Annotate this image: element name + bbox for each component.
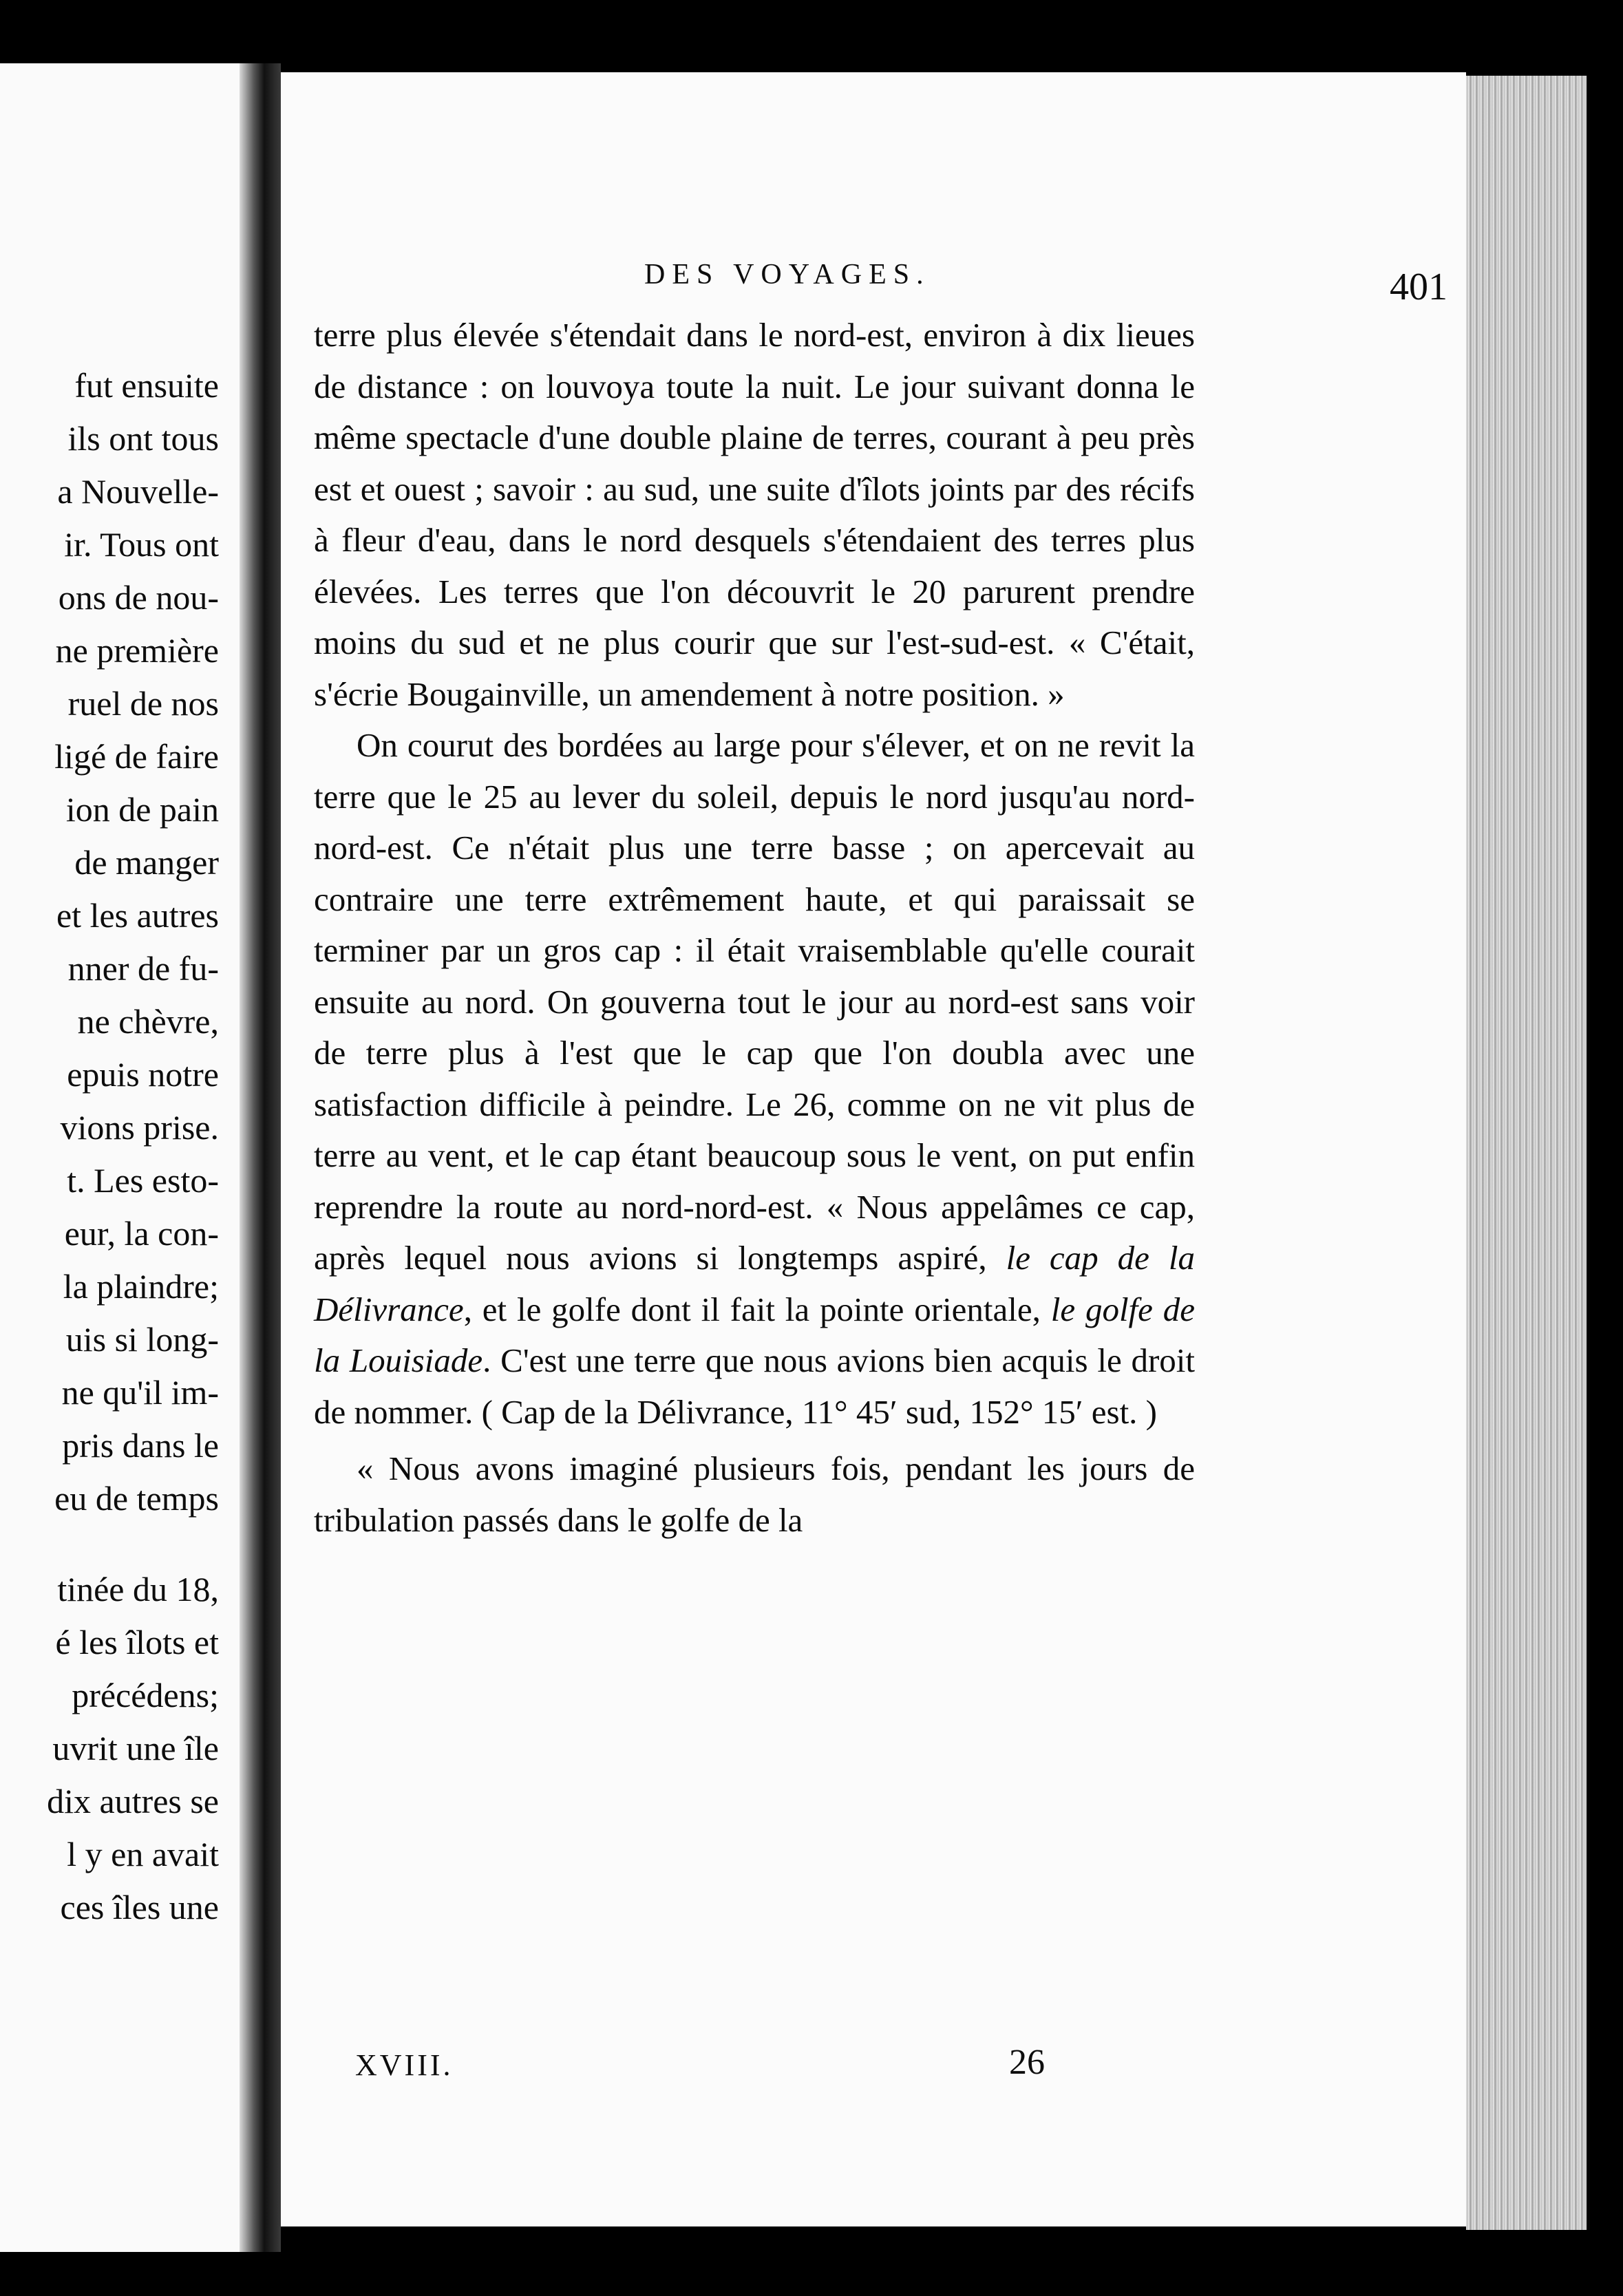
previous-page-line: eu de temps (54, 1479, 219, 1518)
previous-page-line: t. Les esto- (67, 1161, 219, 1200)
previous-page-line: ils ont tous (67, 419, 219, 458)
previous-page-line: ne qu'il im- (61, 1373, 219, 1412)
previous-page-line: la plaindre; (63, 1267, 219, 1306)
signature-mark: XVIII. (355, 2048, 454, 2082)
previous-page-line: précédens; (72, 1676, 219, 1714)
previous-page-text (0, 359, 219, 1934)
book-page-edges (1466, 76, 1587, 2230)
paragraph-2-text-b: , et le golfe dont il fait la pointe orientale, (463, 1290, 1051, 1328)
previous-page-line: ligé de faire (54, 737, 219, 776)
previous-page-line: vions prise. (60, 1108, 219, 1147)
previous-page-line: ne première (55, 631, 219, 670)
previous-page-line: ces îles une (60, 1888, 219, 1926)
previous-page (0, 63, 240, 2252)
previous-page-line: é les îlots et (55, 1623, 219, 1661)
gulf-name-italic: le golfe de la Louisiade (314, 1290, 1195, 1379)
previous-page-line: ion de pain (65, 790, 219, 829)
book-gutter (240, 63, 281, 2252)
cape-name-italic: le cap de la Délivrance (314, 1239, 1195, 1328)
previous-page-line: ons de nou- (58, 578, 219, 617)
paragraph-3: « Nous avons imaginé plusieurs fois, pendant les jours de tribulation passés dans le golfe de la (314, 1449, 1195, 1539)
previous-page-line: ir. Tous ont (64, 525, 219, 564)
previous-page-line: fut ensuite (74, 366, 219, 405)
previous-page-line: pris dans le (62, 1426, 219, 1465)
previous-page-line: et les autres (56, 896, 219, 935)
current-page (281, 72, 1466, 2226)
page-footer (314, 2043, 1209, 2096)
running-title: DES VOYAGES. (644, 259, 931, 290)
previous-page-line: nner de fu- (67, 949, 219, 988)
sheet-number: 26 (1009, 2043, 1045, 2082)
previous-page-line: tinée du 18, (57, 1570, 219, 1608)
previous-page-line: uis si long- (65, 1320, 219, 1359)
paragraph-2 (314, 720, 1195, 1438)
previous-page-line: de manger (74, 843, 219, 882)
page-number: 401 (1390, 266, 1447, 308)
previous-page-line: a Nouvelle- (57, 472, 219, 511)
previous-page-line: ruel de nos (67, 684, 219, 723)
paragraph-2-text-c: . C'est une terre que nous avions bien acquis le droit de nommer. ( Cap de la Délivrance, 11° 45′ sud, 152° 15′ est. ) (314, 1341, 1195, 1431)
paragraph-2-text-a: On courut des bordées au large pour s'élever, et on ne revit la terre que le 25 au lever du soleil, depuis le nord jusqu'au nord-nord-est. Ce n'était plus une terre basse ; on apercevait au contraire une terre extrêmement haute, et qui paraissait se terminer par un gros cap : il était vraisemblable qu'elle courait ensuite au nord. On gouverna tout le jour au nord-est sans voir de terre plus à l'est que le cap que l'on doubla avec une satisfaction difficile à peindre. Le 26, comme on ne vit plus de terre au vent, et le cap étant beaucoup sous le vent, on put enfin reprendre la route au nord-nord-est. « Nous appelâmes ce cap, après lequel nous avions si longtemps aspiré, (314, 726, 1195, 1277)
previous-page-line: l y en avait (67, 1835, 219, 1873)
previous-page-line: epuis notre (67, 1055, 219, 1094)
previous-page-line: dix autres se (47, 1782, 219, 1820)
previous-page-line: uvrit une île (52, 1729, 219, 1767)
paragraph-1: terre plus élevée s'étendait dans le nord-est, environ à dix lieues de distance : on louvoya toute la nuit. Le jour suivant donna le même spectacle d'une double plaine de terres, courant à peu près est et ouest ; savoir : au sud, une suite d'îlots joints par des récifs à fleur d'eau, dans le nord desquels s'étendaient des terres plus élevées. Les terres que l'on découvrit le 20 parurent prendre moins du sud et ne plus courir que sur l'est-sud-est. « C'était, s'écrie Bougainville, un amendement à notre position. » (314, 316, 1195, 713)
previous-page-line: ne chèvre, (77, 1002, 219, 1041)
previous-page-line: eur, la con- (64, 1214, 219, 1253)
page-body (314, 310, 1195, 1546)
